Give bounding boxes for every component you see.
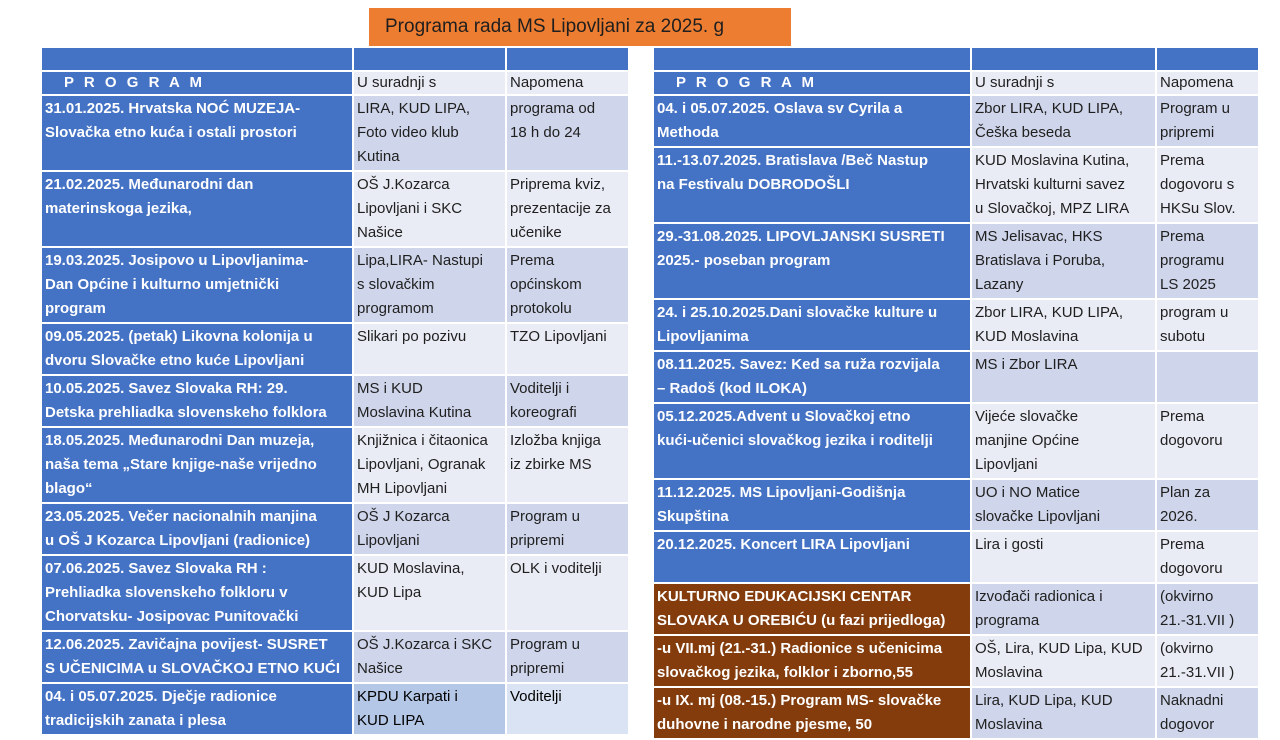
cell-text-line: Priprema kviz, [510, 176, 606, 193]
cell-text-line: LS 2025 [1160, 276, 1216, 293]
note-cell [1156, 403, 1259, 479]
event-cell [41, 323, 353, 375]
cell-text-line: 12.06.2025. Zavičajna povijest- SUSRET [45, 636, 328, 653]
cell-text-line: Lipovljani [357, 532, 420, 549]
note-cell [506, 171, 629, 247]
cell-text-line: 21.-31.VII ) [1160, 612, 1235, 629]
cell-text-line: Lipovljani [975, 456, 1038, 473]
table-row [41, 323, 629, 375]
cell-text-line: MS Jelisavac, HKS [975, 228, 1103, 245]
cell-text-line: Češka beseda [975, 124, 1071, 141]
cell-text-line: Naknadni [1160, 692, 1224, 709]
note-cell [506, 683, 629, 735]
partners-cell [971, 299, 1156, 351]
cell-text-line: Detska prehliadka slovenskeho folklora [45, 404, 327, 421]
table-row [653, 147, 1259, 223]
page-title: Programa rada MS Lipovljani za 2025. g [369, 8, 791, 46]
event-cell [653, 403, 971, 479]
cell-text-line: 2026. [1160, 508, 1198, 525]
cell-text-line: Knjižnica i čitaonica [357, 432, 488, 449]
cell-text-line: dogovoru s [1160, 176, 1235, 193]
cell-text-line: u Slovačkoj, MPZ LIRA [975, 200, 1130, 217]
cell-text-line: 11.12.2025. MS Lipovljani-Godišnja [657, 484, 906, 501]
cell-text-line: materinskoga jezika, [45, 200, 192, 217]
blank-header-cell [653, 47, 971, 71]
cell-text-line: Našice [357, 224, 403, 241]
cell-text-line: programa od [510, 100, 596, 117]
table-row [653, 531, 1259, 583]
header-partners: U suradnji s [353, 71, 506, 95]
cell-text-line: Izvođači radionica i [975, 588, 1103, 605]
cell-text-line: 31.01.2025. Hrvatska NOĆ MUZEJA- [45, 100, 301, 117]
note-cell [1156, 147, 1259, 223]
cell-text-line: pripremi [1160, 124, 1215, 141]
cell-text-line: Prema [510, 252, 555, 269]
cell-text-line: OLK i voditelji [510, 560, 602, 577]
cell-text-line: pripremi [510, 660, 565, 677]
partners-cell [353, 171, 506, 247]
cell-text-line: Slovačka etno kuća i ostali prostori [45, 124, 297, 141]
table-row [653, 95, 1259, 147]
partners-cell [353, 375, 506, 427]
note-cell [506, 555, 629, 631]
left-program-table [40, 46, 630, 736]
table-row [653, 687, 1259, 739]
cell-text-line: UO i NO Matice [975, 484, 1081, 501]
table-row [653, 351, 1259, 403]
cell-text-line: naša tema „Stare knjige-naše vrijedno [45, 456, 317, 473]
event-cell [653, 351, 971, 403]
cell-text-line: Program u [1160, 100, 1231, 117]
cell-text-line: (okvirno [1160, 588, 1214, 605]
partners-cell [971, 687, 1156, 739]
partners-cell [971, 403, 1156, 479]
event-cell [41, 375, 353, 427]
event-cell [653, 479, 971, 531]
cell-text-line: 08.11.2025. Savez: Ked sa ruža rozvijala [657, 356, 940, 373]
partners-cell [971, 147, 1156, 223]
cell-text-line: Dan Općine i kulturno umjetnički [45, 276, 280, 293]
table-row [653, 635, 1259, 687]
cell-text-line: Program u [510, 508, 581, 525]
blank-header-cell [41, 47, 353, 71]
event-cell [41, 247, 353, 323]
cell-text-line: 29.-31.08.2025. LIPOVLJANSKI SUSRETI [657, 228, 945, 245]
cell-text-line: slovačkog jezika, folklor i zborno,55 [657, 664, 913, 681]
cell-text-line: Voditelji [510, 688, 562, 705]
table-row [653, 223, 1259, 299]
cell-text-line: program u [1160, 304, 1229, 321]
cell-text-line: -u IX. mj (08.-15.) Program MS- slovačke [657, 692, 942, 709]
cell-text-line: Methoda [657, 124, 719, 141]
cell-text-line: Lipa,LIRA- Nastupi [357, 252, 483, 269]
cell-text-line: Vijeće slovačke [975, 408, 1079, 425]
cell-text-line: kući-učenici slovačkog jezika i roditelji [657, 432, 933, 449]
cell-text-line: OŠ J.Kozarca i SKC [357, 636, 493, 653]
cell-text-line: protokolu [510, 300, 572, 317]
cell-text-line: iz zbirke MS [510, 456, 592, 473]
note-cell [1156, 531, 1259, 583]
blank-header-cell [353, 47, 506, 71]
event-cell [41, 631, 353, 683]
cell-text-line: Lazany [975, 276, 1024, 293]
event-cell [653, 687, 971, 739]
cell-text-line: KUD LIPA [357, 712, 425, 729]
cell-text-line: 07.06.2025. Savez Slovaka RH : [45, 560, 267, 577]
cell-text-line: MS i KUD [357, 380, 423, 397]
table-row [653, 299, 1259, 351]
table-row [41, 683, 629, 735]
event-cell [653, 635, 971, 687]
cell-text-line: Prema [1160, 536, 1205, 553]
event-cell [41, 427, 353, 503]
partners-cell [353, 555, 506, 631]
cell-text-line: učenike [510, 224, 562, 241]
cell-text-line: S UČENICIMA u SLOVAČKOJ ETNO KUĆI [45, 660, 341, 677]
cell-text-line: LIRA, KUD LIPA, [357, 100, 471, 117]
cell-text-line: – Radoš (kod ILOKA) [657, 380, 808, 397]
cell-text-line: u OŠ J Kozarca Lipovljani (radionice) [45, 532, 311, 549]
note-cell [1156, 583, 1259, 635]
cell-text-line: 21.-31.VII ) [1160, 664, 1235, 681]
table-row [41, 427, 629, 503]
partners-cell [971, 583, 1156, 635]
cell-text-line: Slikari po pozivu [357, 328, 467, 345]
header-note: Napomena [1156, 71, 1259, 95]
table-row [41, 171, 629, 247]
cell-text-line: Lira, KUD Lipa, KUD [975, 692, 1113, 709]
cell-text-line: Moslavina [975, 716, 1043, 733]
cell-text-line: 05.12.2025.Advent u Slovačkoj etno [657, 408, 911, 425]
cell-text-line: 18.05.2025. Međunarodni Dan muzeja, [45, 432, 315, 449]
cell-text-line: TZO Lipovljani [510, 328, 607, 345]
blank-header-cell [971, 47, 1156, 71]
cell-text-line: Hrvatski kulturni savez [975, 176, 1126, 193]
table-row [653, 583, 1259, 635]
cell-text-line: KULTURNO EDUKACIJSKI CENTAR [657, 588, 912, 605]
event-cell [653, 223, 971, 299]
cell-text-line: KUD Lipa [357, 584, 422, 601]
blank-header-cell [506, 47, 629, 71]
header-note: Napomena [506, 71, 629, 95]
note-cell [506, 323, 629, 375]
cell-text-line: Plan za [1160, 484, 1211, 501]
cell-text-line: dogovoru [1160, 432, 1223, 449]
header-program: P R O G R A M [653, 71, 971, 95]
partners-cell [971, 351, 1156, 403]
note-cell [1156, 635, 1259, 687]
cell-text-line: pripremi [510, 532, 565, 549]
cell-text-line: Kutina [357, 148, 400, 165]
header-program: P R O G R A M [41, 71, 353, 95]
cell-text-line: tradicijskih zanata i plesa [45, 712, 226, 729]
blank-header-cell [1156, 47, 1259, 71]
note-cell [1156, 299, 1259, 351]
cell-text-line: s slovačkim [357, 276, 435, 293]
cell-text-line: Moslavina [975, 664, 1043, 681]
cell-text-line: Lipovljanima [657, 328, 749, 345]
cell-text-line: KUD Moslavina [975, 328, 1079, 345]
cell-text-line: duhovne i narodne pjesme, 50 [657, 716, 873, 733]
table-header-row [41, 71, 629, 95]
table-blank-header-row [653, 47, 1259, 71]
cell-text-line: 21.02.2025. Međunarodni dan [45, 176, 254, 193]
note-cell [1156, 223, 1259, 299]
partners-cell [353, 683, 506, 735]
partners-cell [971, 95, 1156, 147]
cell-text-line: Bratislava i Poruba, [975, 252, 1106, 269]
cell-text-line: Našice [357, 660, 403, 677]
cell-text-line: KUD Moslavina, [357, 560, 465, 577]
cell-text-line: programu [1160, 252, 1225, 269]
cell-text-line: Skupština [657, 508, 729, 525]
cell-text-line: dogovoru [1160, 560, 1223, 577]
cell-text-line: Izložba knjiga [510, 432, 601, 449]
note-cell [506, 247, 629, 323]
event-cell [653, 531, 971, 583]
cell-text-line: koreografi [510, 404, 577, 421]
partners-cell [353, 631, 506, 683]
cell-text-line: program [45, 300, 106, 317]
partners-cell [971, 479, 1156, 531]
cell-text-line: prezentacije za [510, 200, 611, 217]
table-header-row [653, 71, 1259, 95]
cell-text-line: programa [975, 612, 1040, 629]
event-cell [653, 299, 971, 351]
cell-text-line: 09.05.2025. (petak) Likovna kolonija u [45, 328, 313, 345]
note-cell [1156, 687, 1259, 739]
cell-text-line: 18 h do 24 [510, 124, 581, 141]
cell-text-line: MS i Zbor LIRA [975, 356, 1078, 373]
cell-text-line: OŠ, Lira, KUD Lipa, KUD [975, 640, 1143, 657]
cell-text-line: 04. i 05.07.2025. Oslava sv Cyrila a [657, 100, 903, 117]
cell-text-line: dvoru Slovačke etno kuće Lipovljani [45, 352, 305, 369]
cell-text-line: KPDU Karpati i [357, 688, 458, 705]
partners-cell [353, 323, 506, 375]
table-row [41, 375, 629, 427]
event-cell [653, 95, 971, 147]
event-cell [653, 147, 971, 223]
partners-cell [971, 635, 1156, 687]
cell-text-line: Prema [1160, 152, 1205, 169]
cell-text-line: SLOVAKA U OREBIĆU (u fazi prijedloga) [657, 612, 946, 629]
header-partners: U suradnji s [971, 71, 1156, 95]
table-blank-header-row [41, 47, 629, 71]
cell-text-line: dogovor [1160, 716, 1215, 733]
right-program-table [652, 46, 1260, 740]
cell-text-line: -u VII.mj (21.-31.) Radionice s učenicima [657, 640, 943, 657]
table-row [653, 403, 1259, 479]
table-row [41, 631, 629, 683]
cell-text-line: Chorvatsku- Josipovac Punitovački [45, 608, 299, 625]
partners-cell [353, 95, 506, 171]
event-cell [653, 583, 971, 635]
cell-text-line: 2025.- poseban program [657, 252, 831, 269]
note-cell [506, 95, 629, 171]
note-cell [506, 503, 629, 555]
note-cell [506, 427, 629, 503]
cell-text-line: 23.05.2025. Večer nacionalnih manjina [45, 508, 317, 525]
partners-cell [353, 427, 506, 503]
cell-text-line: blago“ [45, 480, 93, 497]
cell-text-line: MH Lipovljani [357, 480, 448, 497]
cell-text-line: Lira i gosti [975, 536, 1044, 553]
partners-cell [353, 503, 506, 555]
cell-text-line: (okvirno [1160, 640, 1214, 657]
cell-text-line: programom [357, 300, 434, 317]
cell-text-line: na Festivalu DOBRODOŠLI [657, 176, 850, 193]
cell-text-line: 24. i 25.10.2025.Dani slovačke kulture u [657, 304, 938, 321]
cell-text-line: Program u [510, 636, 581, 653]
partners-cell [353, 247, 506, 323]
note-cell [506, 375, 629, 427]
cell-text-line: OŠ J.Kozarca [357, 176, 450, 193]
table-row [41, 95, 629, 171]
note-cell [1156, 479, 1259, 531]
event-cell [41, 503, 353, 555]
cell-text-line: subotu [1160, 328, 1206, 345]
partners-cell [971, 223, 1156, 299]
cell-text-line: općinskom [510, 276, 582, 293]
event-cell [41, 555, 353, 631]
cell-text-line: Lipovljani, Ogranak [357, 456, 486, 473]
cell-text-line: Prema [1160, 228, 1205, 245]
event-cell [41, 683, 353, 735]
cell-text-line: OŠ J Kozarca [357, 508, 450, 525]
cell-text-line: Prehliadka slovenskeho folkloru v [45, 584, 288, 601]
cell-text-line: Prema [1160, 408, 1205, 425]
cell-text-line: Moslavina Kutina [357, 404, 472, 421]
cell-text-line: 19.03.2025. Josipovo u Lipovljanima- [45, 252, 309, 269]
table-row [41, 247, 629, 323]
cell-text-line: manjine Općine [975, 432, 1080, 449]
cell-text-line: Zbor LIRA, KUD LIPA, [975, 304, 1124, 321]
cell-text-line: slovačke Lipovljani [975, 508, 1101, 525]
note-cell [1156, 351, 1259, 403]
cell-text-line: KUD Moslavina Kutina, [975, 152, 1130, 169]
table-row [41, 503, 629, 555]
partners-cell [971, 531, 1156, 583]
cell-text-line: Zbor LIRA, KUD LIPA, [975, 100, 1124, 117]
cell-text-line: 10.05.2025. Savez Slovaka RH: 29. [45, 380, 288, 397]
event-cell [41, 95, 353, 171]
cell-text-line: Voditelji i [510, 380, 570, 397]
note-cell [506, 631, 629, 683]
cell-text-line: 04. i 05.07.2025. Dječje radionice [45, 688, 277, 705]
cell-text-line: HKSu Slov. [1160, 200, 1236, 217]
cell-text-line: 11.-13.07.2025. Bratislava /Beč Nastup [657, 152, 928, 169]
note-cell [1156, 95, 1259, 147]
table-row [41, 555, 629, 631]
cell-text-line: Foto video klub [357, 124, 459, 141]
table-row [653, 479, 1259, 531]
event-cell [41, 171, 353, 247]
cell-text-line: Lipovljani i SKC [357, 200, 463, 217]
cell-text-line: 20.12.2025. Koncert LIRA Lipovljani [657, 536, 910, 553]
